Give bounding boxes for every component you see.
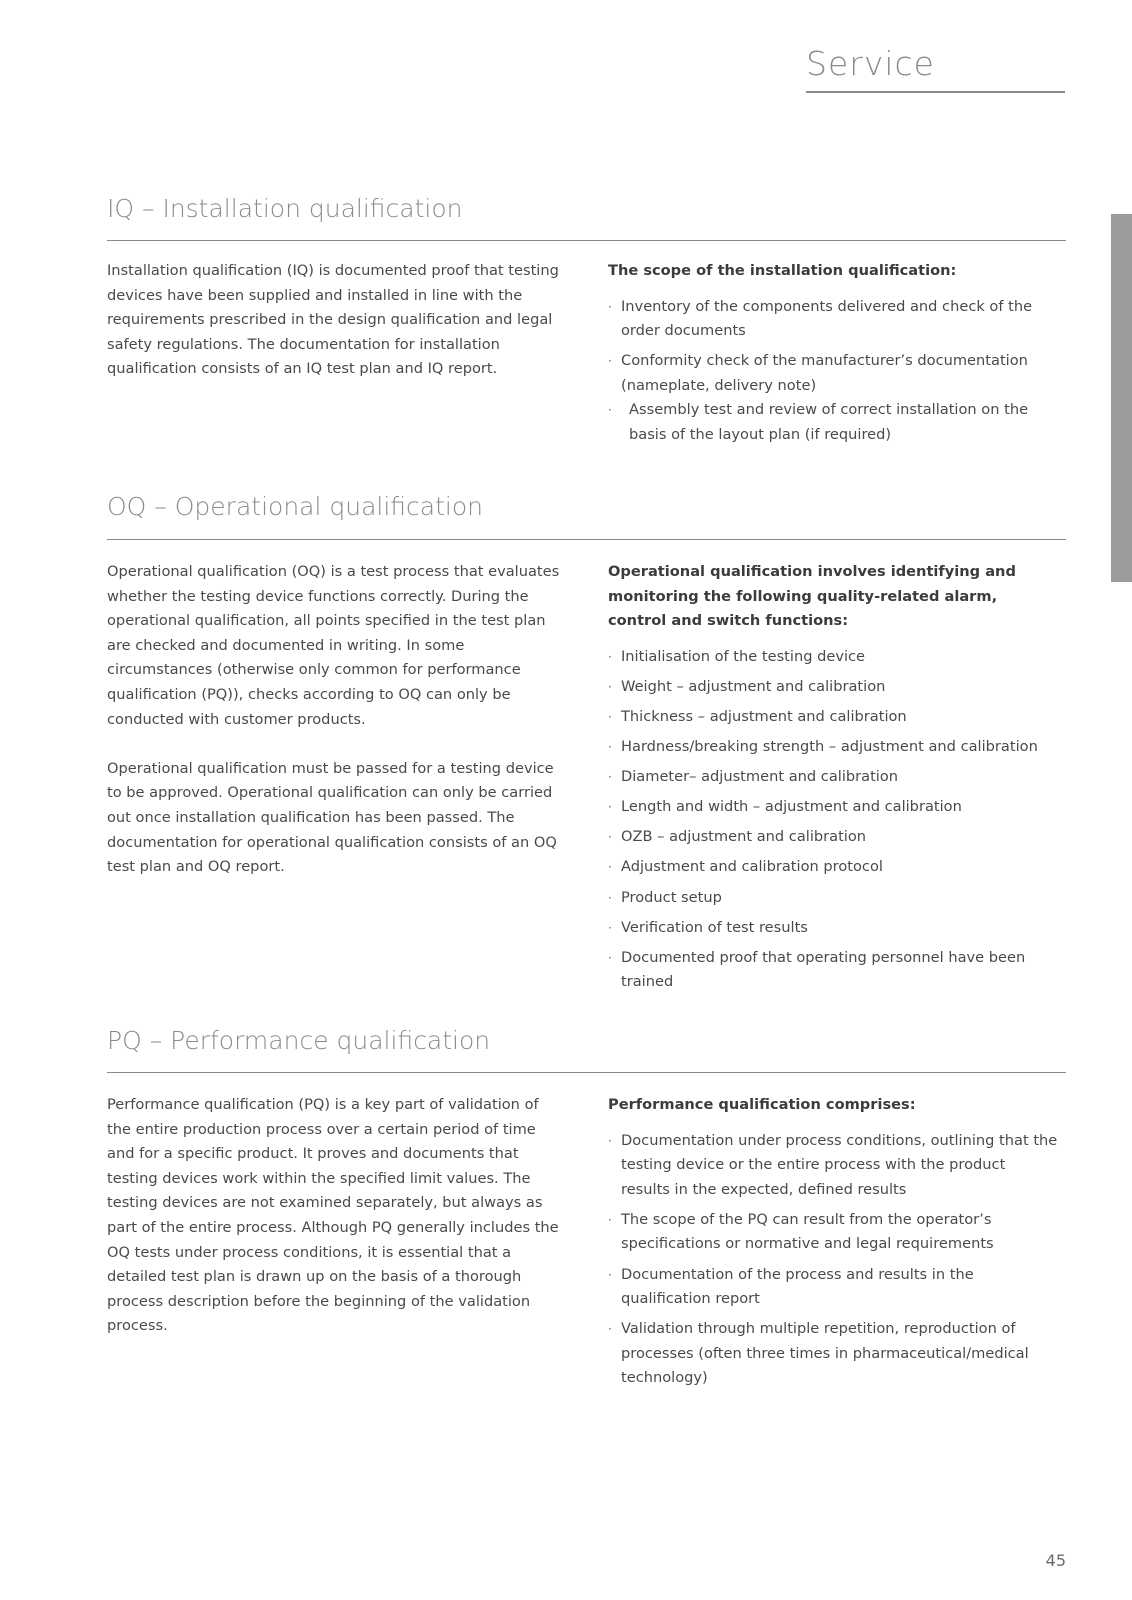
iq-scope bbox=[608, 259, 1058, 453]
bullet-marker: · bbox=[608, 649, 612, 664]
list-item-text: Weight – adjustment and calibration bbox=[621, 677, 886, 695]
section-divider-iq bbox=[107, 240, 1066, 241]
list-item bbox=[608, 645, 1058, 670]
list-item bbox=[608, 825, 1058, 850]
section-divider-oq bbox=[107, 539, 1066, 540]
list-item bbox=[608, 795, 1058, 820]
section-title-iq: IQ – Installation qualification bbox=[107, 194, 463, 223]
bullet-marker: · bbox=[608, 299, 612, 314]
pq-paragraph: Performance qualification (PQ) is a key part of validation of the entire production process over a certain period of time and for a specific product. It proves and documents that testing devices work within the specified limit values. The testing devices are not examined separately, but always as part of the entire process. Although PQ generally includes the OQ tests under process conditions, it is essential that a detailed test plan is drawn up on the basis of a thorough process description before the beginning of the validation process. bbox=[107, 1096, 559, 1335]
bullet-marker: · bbox=[608, 1212, 612, 1227]
iq-paragraph: Installation qualification (IQ) is documented proof that testing devices have been supplied and installed in line with the requirements prescribed in the design qualification and legal safety regulations. The documentation for installation qualification consists of an IQ test plan and IQ report. bbox=[107, 262, 559, 378]
bullet-marker: · bbox=[608, 890, 612, 905]
list-item bbox=[608, 1263, 1058, 1312]
list-item-text: Documentation of the process and results in the qualification report bbox=[621, 1265, 974, 1308]
pq-body bbox=[107, 1093, 565, 1339]
bullet-marker: · bbox=[608, 679, 612, 694]
list-item-text: Verification of test results bbox=[621, 918, 808, 936]
list-item bbox=[608, 886, 1058, 911]
pq-comprises-heading: Performance qualification comprises: bbox=[608, 1096, 916, 1113]
iq-scope-heading: The scope of the installation qualification: bbox=[608, 262, 957, 279]
list-item-text: Inventory of the components delivered and check of the order documents bbox=[621, 297, 1033, 340]
oq-paragraph: Operational qualification (OQ) is a test process that evaluates whether the testing device functions correctly. During the operational qualification, all points specified in the test plan are checked and documented in writing. In some circumstances (otherwise only common for performance qualification (PQ)), checks according to OQ can only be conducted with customer products. bbox=[107, 563, 560, 728]
list-item bbox=[608, 916, 1058, 941]
iq-body bbox=[107, 259, 565, 382]
pq-bullet-list bbox=[608, 1129, 1058, 1391]
bullet-marker: · bbox=[608, 403, 612, 418]
bullet-marker: · bbox=[608, 740, 612, 755]
list-item-text: The scope of the PQ can result from the operator’s specifications or normative and legal requirements bbox=[621, 1210, 994, 1253]
list-item-text: Product setup bbox=[621, 888, 722, 906]
header-divider bbox=[806, 91, 1065, 93]
page-header-title: Service bbox=[806, 44, 935, 83]
section-title-oq: OQ – Operational qualification bbox=[107, 492, 484, 521]
list-item-text: Initialisation of the testing device bbox=[621, 647, 866, 665]
list-item bbox=[608, 855, 1058, 880]
bullet-marker: · bbox=[608, 709, 612, 724]
oq-functions bbox=[608, 560, 1058, 1000]
list-item bbox=[608, 946, 1058, 995]
section-divider-pq bbox=[107, 1072, 1066, 1073]
bullet-marker: · bbox=[608, 830, 612, 845]
list-item-text: Documented proof that operating personnel have been trained bbox=[621, 948, 1026, 991]
list-item bbox=[608, 1317, 1058, 1391]
bullet-marker: · bbox=[608, 770, 612, 785]
list-item bbox=[608, 765, 1058, 790]
side-tab-marker bbox=[1111, 214, 1132, 582]
list-item bbox=[608, 398, 1058, 447]
list-item bbox=[608, 1208, 1058, 1257]
bullet-marker: · bbox=[608, 1267, 612, 1282]
list-item-text: Hardness/breaking strength – adjustment and calibration bbox=[621, 738, 1038, 756]
list-item-text: Assembly test and review of correct installation on the basis of the layout plan (if required) bbox=[629, 401, 1029, 444]
oq-bullet-list bbox=[608, 645, 1058, 995]
oq-body bbox=[107, 560, 565, 880]
pq-comprises bbox=[608, 1093, 1058, 1397]
list-item-text: Documentation under process conditions, outlining that the testing device or the entire process with the product results in the expected, defined results bbox=[621, 1131, 1058, 1198]
oq-functions-heading: Operational qualification involves identifying and monitoring the following quality-related alarm, control and switch functions: bbox=[608, 563, 1016, 630]
bullet-marker: · bbox=[608, 1322, 612, 1337]
bullet-marker: · bbox=[608, 354, 612, 369]
list-item-text: Adjustment and calibration protocol bbox=[621, 858, 883, 876]
list-item-text: OZB – adjustment and calibration bbox=[621, 828, 867, 846]
section-title-pq: PQ – Performance qualification bbox=[107, 1026, 491, 1055]
list-item-text: Validation through multiple repetition, reproduction of processes (often three times in pharmaceutical/medical technology) bbox=[621, 1320, 1029, 1387]
bullet-marker: · bbox=[608, 860, 612, 875]
oq-paragraph: Operational qualification must be passed for a testing device to be approved. Operational qualification can only be carried out once installation qualification has been passed. The documentation for operational qualification consists of an OQ test plan and OQ report. bbox=[107, 759, 557, 876]
list-item bbox=[608, 735, 1058, 760]
list-item-text: Length and width – adjustment and calibration bbox=[621, 798, 962, 816]
list-item bbox=[608, 295, 1058, 344]
bullet-marker: · bbox=[608, 1133, 612, 1148]
bullet-marker: · bbox=[608, 950, 612, 965]
iq-bullet-list bbox=[608, 295, 1058, 448]
list-item bbox=[608, 675, 1058, 700]
list-item bbox=[608, 705, 1058, 730]
list-item-text: Conformity check of the manufacturer’s documentation (nameplate, delivery note) bbox=[621, 352, 1028, 394]
list-item bbox=[608, 1129, 1058, 1203]
page-number: 45 bbox=[1045, 1551, 1066, 1570]
bullet-marker: · bbox=[608, 920, 612, 935]
bullet-marker: · bbox=[608, 800, 612, 815]
list-item-text: Thickness – adjustment and calibration bbox=[621, 707, 907, 725]
list-item-text: Diameter– adjustment and calibration bbox=[621, 768, 899, 786]
list-item bbox=[608, 349, 1058, 398]
